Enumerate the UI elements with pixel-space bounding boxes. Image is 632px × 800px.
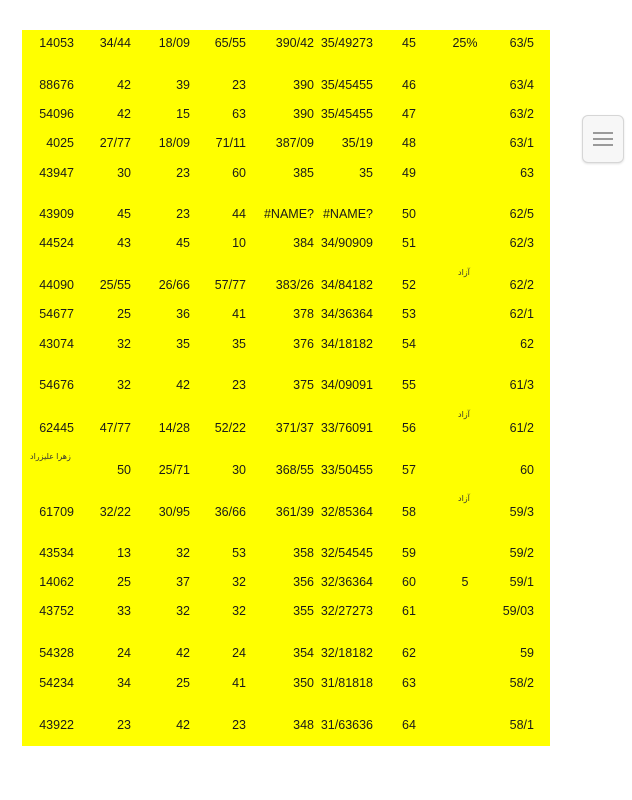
cell-col-c[interactable]: 32 <box>232 575 246 589</box>
cell-col-a[interactable]: 50 <box>117 463 131 477</box>
cell-col-avg[interactable]: 35/45455 <box>320 107 373 121</box>
table-row <box>22 375 550 395</box>
cell-row-rank[interactable]: 50 <box>402 207 416 221</box>
cell-row-rank[interactable]: 62 <box>402 646 416 660</box>
cell-col-avg[interactable]: 33/76091 <box>320 421 373 435</box>
table-row <box>22 104 550 124</box>
cell-col-avg[interactable]: 34/18182 <box>320 337 373 351</box>
cell-col-c[interactable]: 35 <box>232 337 246 351</box>
cell-col-total[interactable]: 350 <box>293 676 314 690</box>
cell-col-total[interactable]: 375 <box>293 378 314 392</box>
cell-row-rank[interactable]: 53 <box>402 307 416 321</box>
cell-col-avg[interactable]: 35/49273 <box>320 36 373 50</box>
cell-col-score[interactable]: 62 <box>520 337 534 351</box>
cell-row-id[interactable]: 88676 <box>39 78 74 92</box>
cell-col-c[interactable]: 41 <box>232 676 246 690</box>
cell-row-rank[interactable]: 54 <box>402 337 416 351</box>
table-row <box>22 601 550 621</box>
table-row <box>22 304 550 324</box>
cell-row-id[interactable]: 43947 <box>39 166 74 180</box>
table-row <box>22 334 550 354</box>
cell-col-total[interactable]: 354 <box>293 646 314 660</box>
table-row <box>22 163 550 183</box>
cell-col-b[interactable]: 36 <box>176 307 190 321</box>
cell-row-id[interactable]: 44524 <box>39 236 74 250</box>
table-row <box>22 543 550 563</box>
cell-row-id[interactable]: 14062 <box>39 575 74 589</box>
cell-col-score[interactable]: 60 <box>520 463 534 477</box>
cell-col-score[interactable]: 63/2 <box>509 107 534 121</box>
table-row <box>22 673 550 693</box>
cell-row-id[interactable]: 62445 <box>39 421 74 435</box>
cell-col-c[interactable]: 52/22 <box>214 421 246 435</box>
cell-col-a[interactable]: 24 <box>117 646 131 660</box>
cell-col-score[interactable]: 62/3 <box>509 236 534 250</box>
cell-row-rank[interactable]: 47 <box>402 107 416 121</box>
cell-col-total[interactable]: 390/42 <box>275 36 314 50</box>
cell-row-id[interactable]: 61709 <box>39 505 74 519</box>
cell-row-id[interactable]: 54677 <box>39 307 74 321</box>
cell-col-b[interactable]: 42 <box>176 718 190 732</box>
cell-col-score[interactable]: 62/5 <box>509 207 534 221</box>
cell-col-c[interactable]: 60 <box>232 166 246 180</box>
cell-col-b[interactable]: 35 <box>176 337 190 351</box>
cell-col-avg[interactable]: 35/19 <box>341 136 373 150</box>
cell-col-a[interactable]: 30 <box>117 166 131 180</box>
cell-col-avg[interactable]: 32/85364 <box>320 505 373 519</box>
cell-col-b[interactable]: 32 <box>176 604 190 618</box>
cell-col-b[interactable]: 42 <box>176 646 190 660</box>
cell-col-c[interactable]: 32 <box>232 604 246 618</box>
cell-col-total[interactable]: 387/09 <box>275 136 314 150</box>
cell-col-total[interactable]: 390 <box>293 78 314 92</box>
cell-row-rank[interactable]: 46 <box>402 78 416 92</box>
cell-col-total[interactable]: 348 <box>293 718 314 732</box>
cell-row-id[interactable]: 54096 <box>39 107 74 121</box>
cell-col-total[interactable]: 356 <box>293 575 314 589</box>
cell-col-b[interactable]: 39 <box>176 78 190 92</box>
cell-row-rank[interactable]: 63 <box>402 676 416 690</box>
cell-row-rank[interactable]: 48 <box>402 136 416 150</box>
cell-note: آزاد <box>458 410 470 419</box>
cell-col-a[interactable]: 25 <box>117 307 131 321</box>
cell-col-score[interactable]: 58/2 <box>509 676 534 690</box>
cell-col-c[interactable]: 23 <box>232 378 246 392</box>
cell-col-a[interactable]: 13 <box>117 546 131 560</box>
cell-col-avg[interactable]: 32/36364 <box>320 575 373 589</box>
cell-col-b[interactable]: 26/66 <box>158 278 190 292</box>
cell-col-score[interactable]: 61/3 <box>509 378 534 392</box>
cell-col-c[interactable]: 24 <box>232 646 246 660</box>
cell-row-rank[interactable]: 64 <box>402 718 416 732</box>
cell-note: زهرا علیزراد <box>30 452 71 461</box>
cell-col-avg[interactable]: 33/50455 <box>320 463 373 477</box>
cell-col-avg[interactable]: 34/36364 <box>320 307 373 321</box>
cell-row-id[interactable]: 43922 <box>39 718 74 732</box>
cell-col-avg[interactable]: 34/09091 <box>320 378 373 392</box>
cell-col-c[interactable]: 10 <box>232 236 246 250</box>
cell-row-rank[interactable]: 52 <box>402 278 416 292</box>
table-row <box>22 643 550 663</box>
cell-row-id[interactable]: 54328 <box>39 646 74 660</box>
cell-col-score[interactable]: 63/5 <box>509 36 534 50</box>
cell-row-rank[interactable]: 59 <box>402 546 416 560</box>
table-row <box>22 133 550 153</box>
cell-col-b[interactable]: 37 <box>176 575 190 589</box>
cell-col-b[interactable]: 42 <box>176 378 190 392</box>
cell-col-score[interactable]: 63/4 <box>509 78 534 92</box>
cell-col-score[interactable]: 58/1 <box>509 718 534 732</box>
cell-col-b[interactable]: 14/28 <box>158 421 190 435</box>
cell-row-id[interactable]: 43909 <box>39 207 74 221</box>
cell-col-c[interactable]: 57/77 <box>214 278 246 292</box>
spreadsheet-area <box>22 30 550 746</box>
cell-col-total[interactable]: 376 <box>293 337 314 351</box>
cell-col-c[interactable]: 65/55 <box>214 36 246 50</box>
cell-col-b[interactable]: 32 <box>176 546 190 560</box>
table-row <box>22 275 550 295</box>
cell-col-avg[interactable]: 35/45455 <box>320 78 373 92</box>
cell-row-rank[interactable]: 51 <box>402 236 416 250</box>
table-row <box>22 502 550 522</box>
cell-col-total[interactable]: #NAME? <box>263 207 314 221</box>
table-row <box>22 204 550 224</box>
cell-col-avg[interactable]: 32/54545 <box>320 546 373 560</box>
cell-col-b[interactable]: 25 <box>176 676 190 690</box>
cell-col-avg[interactable]: 35 <box>359 166 373 180</box>
cell-col-score[interactable]: 62/1 <box>509 307 534 321</box>
cell-row-id[interactable]: 43752 <box>39 604 74 618</box>
cell-col-c[interactable]: 23 <box>232 718 246 732</box>
table-row <box>22 233 550 253</box>
table-row <box>22 418 550 438</box>
cell-col-score[interactable]: 62/2 <box>509 278 534 292</box>
cell-col-a[interactable]: 45 <box>117 207 131 221</box>
cell-row-rank[interactable]: 58 <box>402 505 416 519</box>
cell-col-total[interactable]: 384 <box>293 236 314 250</box>
cell-col-total[interactable]: 361/39 <box>275 505 314 519</box>
cell-col-avg[interactable]: 31/81818 <box>320 676 373 690</box>
cell-col-extra[interactable]: 25% <box>452 36 478 50</box>
cell-col-b[interactable]: 18/09 <box>158 36 190 50</box>
cell-row-id[interactable]: 54234 <box>39 676 74 690</box>
cell-row-rank[interactable]: 55 <box>402 378 416 392</box>
cell-col-b[interactable]: 23 <box>176 166 190 180</box>
table-row <box>22 572 550 592</box>
cell-col-b[interactable]: 18/09 <box>158 136 190 150</box>
cell-col-total[interactable]: 383/26 <box>275 278 314 292</box>
cell-col-c[interactable]: 30 <box>232 463 246 477</box>
cell-col-a[interactable]: 32 <box>117 378 131 392</box>
cell-row-id[interactable]: 43074 <box>39 337 74 351</box>
cell-col-total[interactable]: 378 <box>293 307 314 321</box>
cell-col-c[interactable]: 23 <box>232 78 246 92</box>
cell-col-score[interactable]: 59/1 <box>509 575 534 589</box>
cell-col-total[interactable]: 368/55 <box>275 463 314 477</box>
table-row <box>22 460 550 480</box>
cell-col-extra[interactable]: 5 <box>461 575 469 589</box>
cell-col-a[interactable]: 33 <box>117 604 131 618</box>
cell-col-b[interactable]: 45 <box>176 236 190 250</box>
cell-row-id[interactable]: 43534 <box>39 546 74 560</box>
cell-col-a[interactable]: 32 <box>117 337 131 351</box>
cell-row-rank[interactable]: 61 <box>402 604 416 618</box>
cell-col-avg[interactable]: 32/18182 <box>320 646 373 660</box>
cell-col-score[interactable]: 59/3 <box>509 505 534 519</box>
cell-col-score[interactable]: 61/2 <box>509 421 534 435</box>
cell-row-rank[interactable]: 45 <box>402 36 416 50</box>
cell-col-a[interactable]: 34 <box>117 676 131 690</box>
cell-col-a[interactable]: 42 <box>117 107 131 121</box>
cell-col-a[interactable]: 32/22 <box>99 505 131 519</box>
cell-col-score[interactable]: 59/03 <box>502 604 534 618</box>
cell-col-b[interactable]: 23 <box>176 207 190 221</box>
cell-col-score[interactable]: 59 <box>520 646 534 660</box>
cell-col-c[interactable]: 41 <box>232 307 246 321</box>
cell-col-avg[interactable]: 31/63636 <box>320 718 373 732</box>
cell-col-b[interactable]: 30/95 <box>158 505 190 519</box>
cell-row-id[interactable]: 54676 <box>39 378 74 392</box>
cell-col-a[interactable]: 34/44 <box>99 36 131 50</box>
cell-col-total[interactable]: 385 <box>293 166 314 180</box>
cell-col-c[interactable]: 63 <box>232 107 246 121</box>
cell-col-avg[interactable]: 34/84182 <box>320 278 373 292</box>
cell-col-score[interactable]: 63 <box>520 166 534 180</box>
cell-col-score[interactable]: 63/1 <box>509 136 534 150</box>
cell-col-a[interactable]: 42 <box>117 78 131 92</box>
cell-row-id[interactable]: 4025 <box>46 136 74 150</box>
cell-col-total[interactable]: 371/37 <box>275 421 314 435</box>
cell-col-b[interactable]: 15 <box>176 107 190 121</box>
cell-row-rank[interactable]: 60 <box>402 575 416 589</box>
cell-col-total[interactable]: 358 <box>293 546 314 560</box>
cell-row-rank[interactable]: 57 <box>402 463 416 477</box>
cell-col-b[interactable]: 25/71 <box>158 463 190 477</box>
cell-col-total[interactable]: 355 <box>293 604 314 618</box>
cell-row-id[interactable]: 44090 <box>39 278 74 292</box>
cell-col-total[interactable]: 390 <box>293 107 314 121</box>
cell-row-id[interactable]: 14053 <box>39 36 74 50</box>
cell-row-rank[interactable]: 56 <box>402 421 416 435</box>
table-row <box>22 75 550 95</box>
cell-col-avg[interactable]: 34/90909 <box>320 236 373 250</box>
cell-col-c[interactable]: 71/11 <box>215 136 246 150</box>
cell-col-a[interactable]: 47/77 <box>99 421 131 435</box>
cell-col-a[interactable]: 23 <box>117 718 131 732</box>
cell-col-c[interactable]: 53 <box>232 546 246 560</box>
cell-col-a[interactable]: 25 <box>117 575 131 589</box>
cell-col-a[interactable]: 25/55 <box>99 278 131 292</box>
hamburger-menu-icon <box>593 132 613 146</box>
hamburger-menu-button[interactable] <box>582 115 624 163</box>
cell-col-score[interactable]: 59/2 <box>509 546 534 560</box>
cell-note: آزاد <box>458 268 470 277</box>
cell-note: آزاد <box>458 494 470 503</box>
cell-col-a[interactable]: 43 <box>117 236 131 250</box>
cell-row-rank[interactable]: 49 <box>402 166 416 180</box>
table-row <box>22 33 550 53</box>
cell-col-a[interactable]: 27/77 <box>99 136 131 150</box>
cell-col-avg[interactable]: #NAME? <box>322 207 373 221</box>
cell-col-c[interactable]: 44 <box>232 207 246 221</box>
table-row <box>22 715 550 735</box>
cell-col-avg[interactable]: 32/27273 <box>320 604 373 618</box>
cell-col-c[interactable]: 36/66 <box>214 505 246 519</box>
